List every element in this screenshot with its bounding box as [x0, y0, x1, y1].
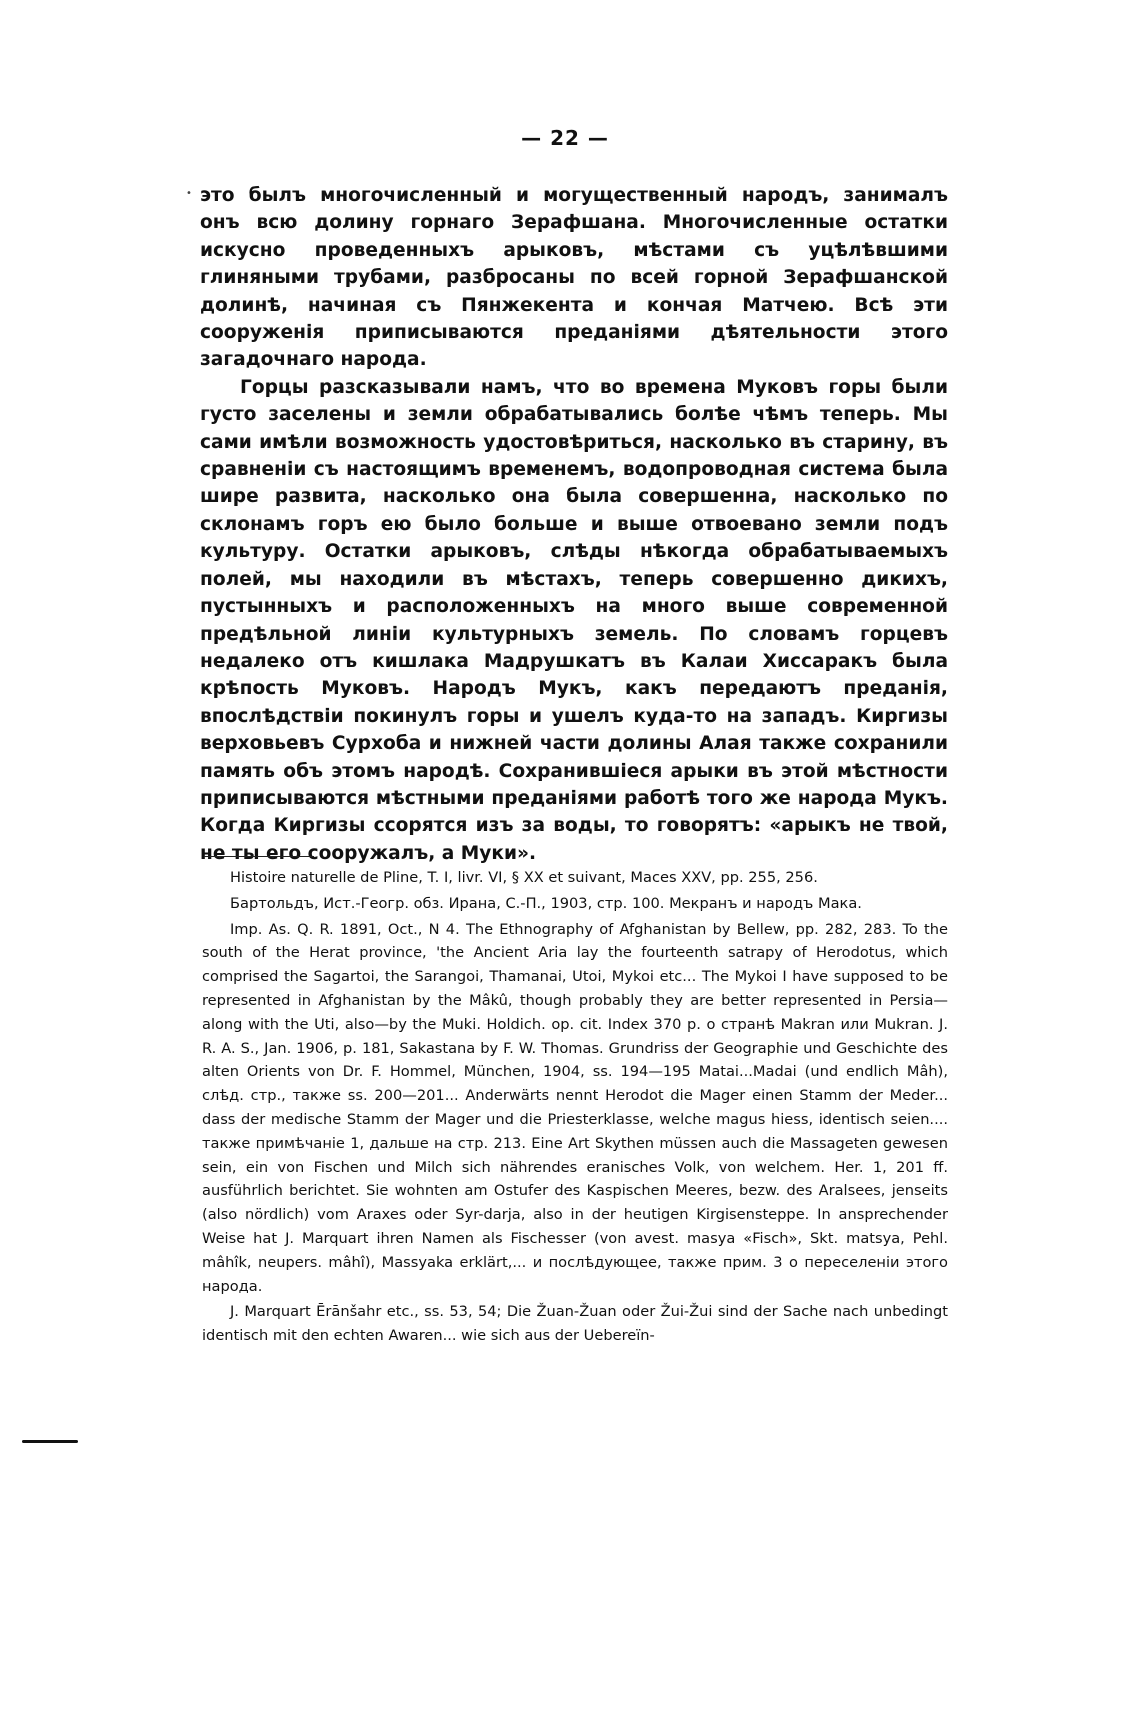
- scan-edge-mark: [22, 1440, 78, 1443]
- footnote-4: J. Marquart Ērānšahr etc., ss. 53, 54; Die Žuan-Žuan oder Žui-Žui sind der Sache nach unbedingt identisch mit den echten Awaren... wie sich aus der Uebereïn-: [202, 1303, 948, 1345]
- footnotes: [202, 866, 948, 1348]
- page-number: — 22 —: [521, 126, 609, 150]
- main-paragraph-1: это былъ многочисленный и могущественный народъ, занималъ онъ всю долину горнаго Зерафшана. Многочисленные остатки искусно проведенныхъ арыковъ, мѣстами съ уцѣлѣвшими глиняными трубами, разбросаны по всей горной Зерафшанской долинѣ, начиная съ Пянжекента и кончая Матчею. Всѣ эти сооруженія приписываются преданіями дѣятельности этого загадочнаго народа.: [200, 185, 948, 371]
- footnote-1: Histoire naturelle de Pline, T. I, livr. VI, § XX et suivant, Maces XXV, pp. 255, 256.: [230, 869, 818, 886]
- footnote-separator: [204, 856, 314, 857]
- main-paragraph-2: Горцы разсказывали намъ, что во времена Муковъ горы были густо заселены и земли обрабатывались болѣе чѣмъ теперь. Мы сами имѣли возможность удостовѣриться, насколько въ старину, въ сравненіи съ настоящимъ временемъ, водопроводная система была шире развита, насколько она была совершенна, насколько по склонамъ горъ ею было больше и выше отвоевано земли подъ культуру. Остатки арыковъ, слѣды нѣкогда обрабатываемыхъ полей, мы находили въ мѣстахъ, теперь совершенно дикихъ, пустынныхъ и расположенныхъ на много выше современной предѣльной линіи культурныхъ земель. По словамъ горцевъ недалеко отъ кишлака Мадрушкатъ въ Калаи Хиссаракъ была крѣпость Муковъ. Народъ Мукъ, какъ передаютъ преданія, впослѣдствіи покинулъ горы и ушелъ куда-то на западъ. Киргизы верховьевъ Сурхоба и нижней части долины Алая также сохранили память объ этомъ народѣ. Сохранившіеся арыки въ этой мѣстности приписываются мѣстными преданіями работѣ того же народа Мукъ. Когда Киргизы ссорятся изъ за воды, то говорятъ: «арыкъ не твой, не ты его сооружалъ, а Муки».: [200, 376, 948, 864]
- main-text: [200, 182, 948, 867]
- footnote-3: Imp. As. Q. R. 1891, Oct., N 4. The Ethnography of Afghanistan by Bellew, pp. 282, 283. To the south of the Herat province, 'the Ancient Aria lay the fourteenth satrapy of Herodotus, which comprised the Sagartoi, the Sarangoi, Thamanai, Utoi, Mykoi etc... The Mykoi I have supposed to be represented in Afghanistan by the Mâkû, though probably they are better represented in Persia—along with the Uti, also—by the Muki. Holdich. op. cit. Index 370 p. о странѣ Makran или Mukran. J. R. A. S., Jan. 1906, p. 181, Sakastana by F. W. Thomas. Grundriss der Geographie und Geschichte des alten Orients von Dr. F. Hommel, München, 1904, ss. 194—195 Matai...Madai (und endlich Mâh), слѣд. стр., также ss. 200—201... Anderwärts nennt Herodot die Mager einen Stamm der Meder... dass der medische Stamm der Mager und die Priesterklasse, welche magus hiess, identisch seien.... также примѣчаніе 1, дальше на стр. 213. Eine Art Skythen müssen auch die Massageten gewesen sein, ein von Fischen und Milch sich nährendes eranisches Volk, von welchem. Her. 1, 201 ff. ausführlich berichtet. Sie wohnten am Ostufer des Kaspischen Meeres, bezw. des Aralsees, jenseits (also nördlich) vom Araxes oder Syr-darja, also in der heutigen Kirgisensteppe. In ansprechender Weise hat J. Marquart ihren Namen als Fischesser (von avest. masya «Fisch», Skt. matsya, Pehl. mâhîk, neupers. mâhî), Massyaka erklärt,... и послѣдующее, также прим. 3 о переселеніи этого народа.: [202, 920, 948, 1295]
- margin-mark: •: [186, 188, 192, 199]
- footnote-2: Бартольдъ, Ист.-Геогр. обз. Ирана, С.-П., 1903, стр. 100. Мекранъ и народъ Мака.: [230, 894, 862, 912]
